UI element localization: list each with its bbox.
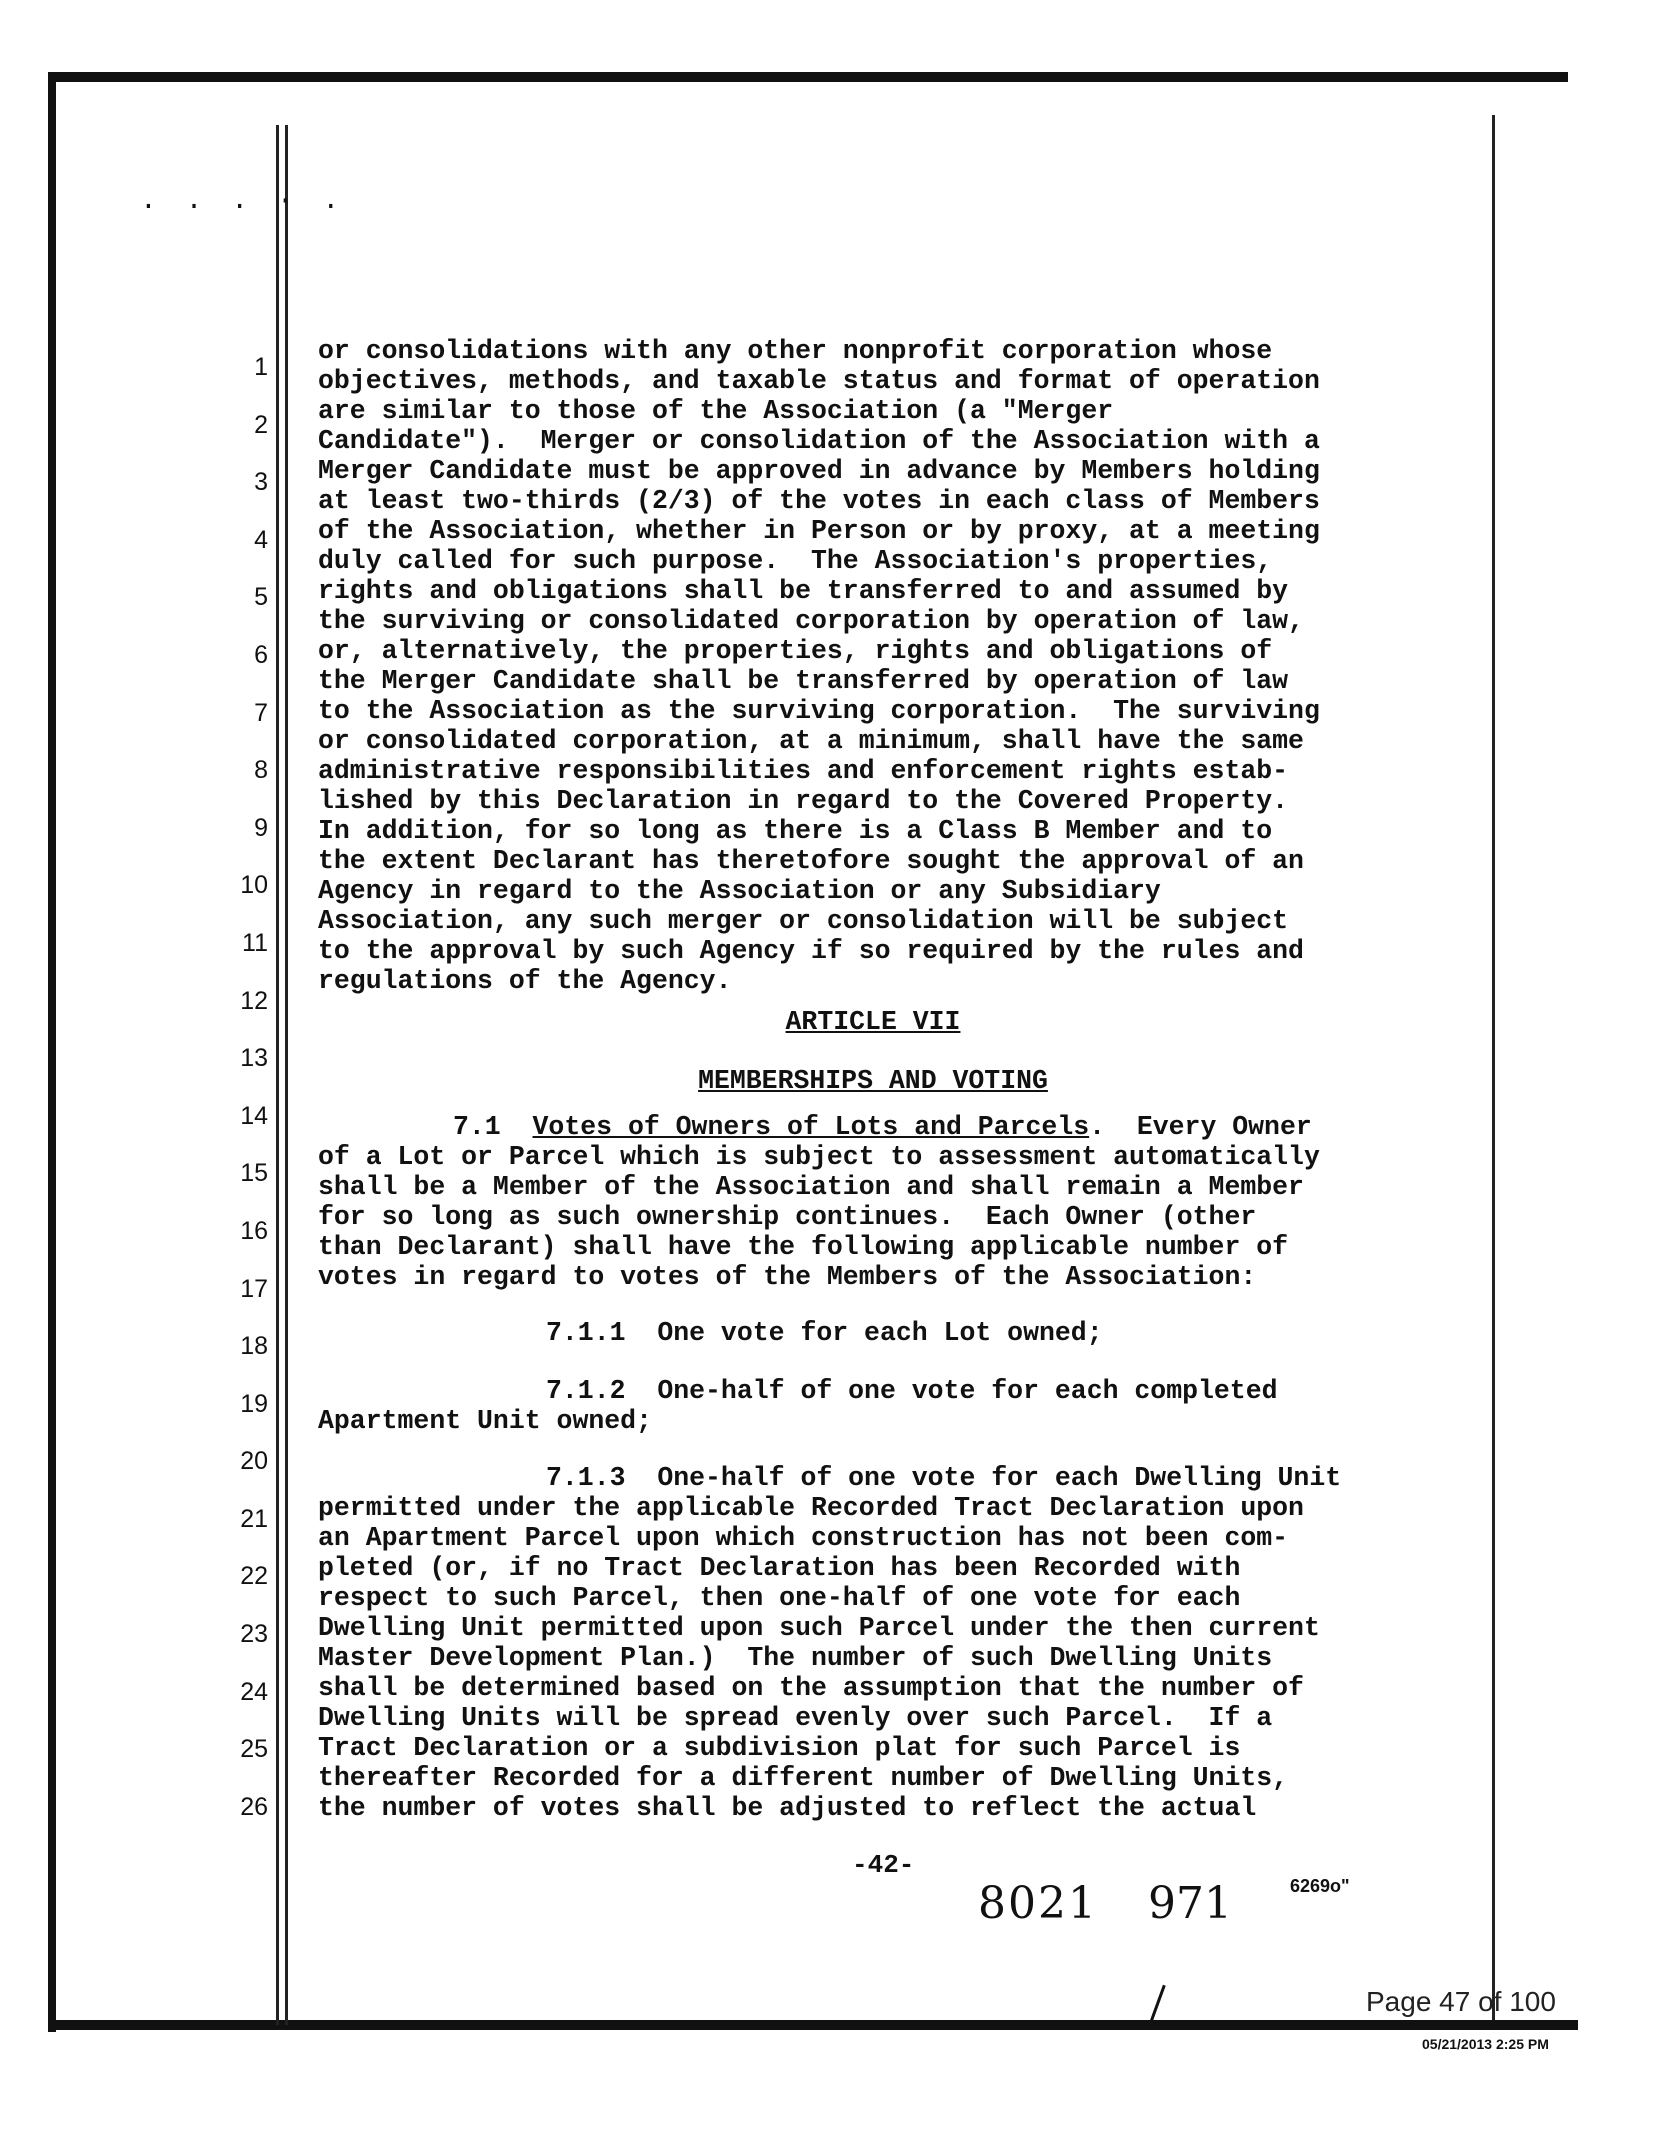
section-7-1-1: 7.1.1 One vote for each Lot owned;	[546, 1318, 1103, 1348]
line-number: 16	[240, 1216, 268, 1245]
text-line: or consolidated corporation, at a minimum, shall have the same	[318, 726, 1304, 756]
recording-stamp-number: 8021	[978, 1878, 1098, 1929]
text-line: than Declarant) shall have the following applicable number of	[318, 1232, 1289, 1262]
line-number: 1	[254, 353, 268, 381]
margin-rule-left	[276, 125, 279, 2025]
line-number: 8	[254, 756, 268, 785]
section-lead: . Every Owner	[1089, 1112, 1312, 1142]
text-line: Master Development Plan.) The number of such Dwelling Units	[318, 1643, 1273, 1673]
line-number: 10	[240, 871, 268, 900]
line-number: 20	[240, 1447, 268, 1476]
line-number: 22	[240, 1562, 268, 1591]
article-heading: ARTICLE VII	[785, 1007, 961, 1037]
margin-rule-right	[285, 125, 288, 2025]
text-line: an Apartment Parcel upon which construction has not been com-	[318, 1523, 1289, 1553]
text-line: the extent Declarant has theretofore sought the approval of an	[318, 846, 1304, 876]
line-number: 21	[240, 1504, 268, 1533]
text-line: Merger Candidate must be approved in advance by Members holding	[318, 456, 1320, 486]
text-line: the number of votes shall be adjusted to reflect the actual	[318, 1793, 1257, 1823]
scan-mark	[1149, 1985, 1166, 2024]
line-number: 9	[254, 813, 268, 842]
page-border-left	[48, 72, 56, 2032]
section-number: 7.1	[453, 1112, 501, 1142]
recording-stamp-code: 6269o"	[1290, 1876, 1350, 1896]
line-number: 5	[254, 583, 268, 612]
line-number: 17	[240, 1274, 268, 1303]
text-line: shall be a Member of the Association and shall remain a Member	[318, 1172, 1304, 1202]
text-line: regulations of the Agency.	[318, 966, 732, 996]
line-number: 13	[240, 1044, 268, 1073]
line-number-column	[228, 352, 268, 1849]
section-7-1-3	[318, 1463, 1458, 1823]
page-number: -42-	[852, 1850, 915, 1880]
text-line: Dwelling Units will be spread evenly over such Parcel. If a	[318, 1703, 1273, 1733]
line-number: 15	[240, 1159, 268, 1188]
margin-dots: . . . · .	[140, 186, 346, 217]
section-7-1	[318, 1112, 1458, 1292]
line-number: 18	[240, 1332, 268, 1361]
text-line: pleted (or, if no Tract Declaration has been Recorded with	[318, 1553, 1241, 1583]
recording-stamp-page: 971	[1148, 1878, 1232, 1929]
section-7-1-2	[318, 1376, 1458, 1436]
text-line: the Merger Candidate shall be transferred by operation of law	[318, 666, 1289, 696]
text-line: votes in regard to votes of the Members of the Association:	[318, 1262, 1257, 1292]
article-title: MEMBERSHIPS AND VOTING	[698, 1066, 1048, 1096]
text-line: Association, any such merger or consolidation will be subject	[318, 906, 1289, 936]
text-line: to the Association as the surviving corporation. The surviving	[318, 696, 1320, 726]
paragraph-merger	[318, 336, 1448, 996]
text-line: or, alternatively, the properties, rights and obligations of	[318, 636, 1273, 666]
print-timestamp: 05/21/2013 2:25 PM	[1422, 2036, 1549, 2052]
line-number: 25	[240, 1735, 268, 1764]
text-line: rights and obligations shall be transferred to and assumed by	[318, 576, 1289, 606]
text-line: of a Lot or Parcel which is subject to assessment automatically	[318, 1142, 1320, 1172]
text-line: for so long as such ownership continues. Each Owner (other	[318, 1202, 1257, 1232]
text-line: Dwelling Unit permitted upon such Parcel under the then current	[318, 1613, 1320, 1643]
text-line: of the Association, whether in Person or by proxy, at a meeting	[318, 516, 1320, 546]
text-line: are similar to those of the Association (a "Merger	[318, 396, 1114, 426]
line-number: 11	[242, 928, 268, 957]
text-line: Apartment Unit owned;	[318, 1406, 652, 1436]
text-line: at least two-thirds (2/3) of the votes in each class of Members	[318, 486, 1320, 516]
line-number: 26	[240, 1792, 268, 1821]
text-line: 7.1.2 One-half of one vote for each completed	[546, 1376, 1278, 1406]
text-line: shall be determined based on the assumption that the number of	[318, 1673, 1304, 1703]
text-line: to the approval by such Agency if so required by the rules and	[318, 936, 1304, 966]
text-line: objectives, methods, and taxable status and format of operation	[318, 366, 1320, 396]
text-line: Candidate"). Merger or consolidation of the Association with a	[318, 426, 1320, 456]
text-line: duly called for such purpose. The Association's properties,	[318, 546, 1273, 576]
line-number: 3	[254, 468, 268, 497]
page-counter: Page 47 of 100	[1366, 1986, 1556, 2017]
section-title: Votes of Owners of Lots and Parcels	[532, 1112, 1090, 1142]
text-line: or consolidations with any other nonprofit corporation whose	[318, 336, 1273, 366]
text-line: Tract Declaration or a subdivision plat for such Parcel is	[318, 1733, 1241, 1763]
text-line: permitted under the applicable Recorded Tract Declaration upon	[318, 1493, 1304, 1523]
text-line: respect to such Parcel, then one-half of one vote for each	[318, 1583, 1241, 1613]
page-border-top	[48, 72, 1568, 82]
line-number: 12	[240, 986, 268, 1015]
line-number: 4	[254, 525, 268, 554]
line-number: 19	[240, 1389, 268, 1418]
text-line: thereafter Recorded for a different number of Dwelling Units,	[318, 1763, 1289, 1793]
text-line: lished by this Declaration in regard to the Covered Property.	[318, 786, 1289, 816]
line-number: 14	[240, 1101, 268, 1130]
text-line: 7.1.3 One-half of one vote for each Dwelling Unit	[546, 1463, 1342, 1493]
line-number: 2	[254, 410, 268, 439]
text-line: administrative responsibilities and enforcement rights estab-	[318, 756, 1289, 786]
section-7-1-body	[318, 1142, 1458, 1292]
text-line: the surviving or consolidated corporation by operation of law,	[318, 606, 1304, 636]
line-number: 6	[254, 640, 268, 669]
line-number: 23	[240, 1620, 268, 1649]
page-border-right	[1492, 115, 1495, 2020]
line-number: 24	[240, 1677, 268, 1706]
line-number: 7	[254, 698, 268, 727]
text-line: Agency in regard to the Association or any Subsidiary	[318, 876, 1161, 906]
text-line: In addition, for so long as there is a Class B Member and to	[318, 816, 1273, 846]
